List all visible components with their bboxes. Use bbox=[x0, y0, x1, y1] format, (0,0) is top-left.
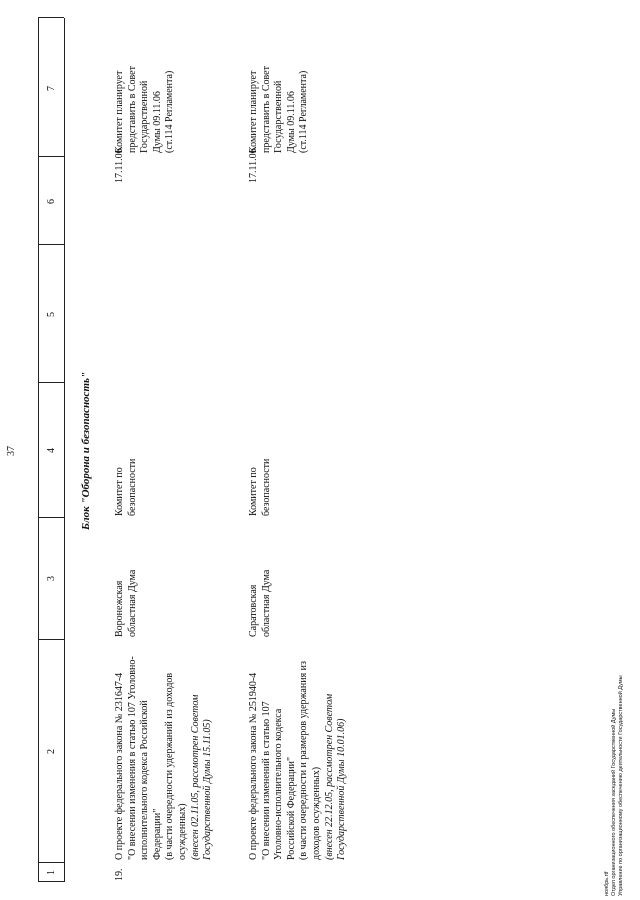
row-number: 19. bbox=[114, 868, 125, 881]
row-date: 17.11.06 bbox=[114, 148, 125, 183]
row-title: О проекте федерального закона № 231647-4 "О внесении изменения в статью 107 Уголовно- исполнительного кодекса Российской Федерации" (в части очередности удержаний из доходов осужденных) (внесен 02.11.05, рассмотрен Советом Государственной Думы 15.11.05) bbox=[114, 656, 214, 860]
footer-filename: ноябрь.rtf bbox=[604, 871, 610, 896]
column-number-6: 6 bbox=[46, 199, 57, 204]
block-title: Блок "Оборона и безопасность" bbox=[80, 371, 92, 530]
row-committee: Комитет по безопасности bbox=[114, 458, 138, 516]
row-title: О проекте федерального закона № 251940-4 "О внесении изменений в статью 107 Уголовно-исполнительного кодекса Российской Федерации" (в части очередности и размеров удержания из доходов осужденных) (внесен 22.12.05, рассмотрен Советом Государственной Думы 10.01.06) bbox=[248, 661, 348, 860]
table-header-divider bbox=[38, 156, 64, 157]
table-header-divider bbox=[38, 881, 64, 882]
row-author: Саратовская областная Дума bbox=[248, 569, 272, 637]
table-header-divider bbox=[38, 244, 64, 245]
column-number-3: 3 bbox=[46, 576, 57, 581]
page-number: 37 bbox=[6, 446, 17, 456]
column-number-2: 2 bbox=[46, 749, 57, 754]
column-number-5: 5 bbox=[46, 312, 57, 317]
table-header-divider bbox=[38, 517, 64, 518]
row-committee: Комитет по безопасности bbox=[248, 458, 272, 516]
table-header-top-border bbox=[38, 18, 39, 882]
footer-directorate: Управление по организационному обеспечению деятельности Государственной Думы bbox=[618, 675, 624, 896]
column-number-7: 7 bbox=[46, 86, 57, 91]
table-header-divider bbox=[38, 17, 64, 18]
page-footer bbox=[604, 675, 625, 896]
row-status: Комитет планирует представить в Совет Государственной Думы 09.11.06 (ст.114 Регламента) bbox=[114, 66, 176, 153]
table-header-bottom-border bbox=[64, 18, 65, 882]
table-header-divider bbox=[38, 382, 64, 383]
row-date: 17.11.06 bbox=[248, 148, 259, 183]
column-number-1: 1 bbox=[46, 870, 57, 875]
table-header-divider bbox=[38, 862, 64, 863]
table-header-divider bbox=[38, 639, 64, 640]
row-author: Воронежская областная Дума bbox=[114, 569, 138, 637]
column-number-4: 4 bbox=[46, 448, 57, 453]
row-status: Комитет планирует представить в Совет Государственной Думы 09.11.06 (ст.114 Регламента) bbox=[248, 66, 310, 153]
footer-department: Отдел организационного обеспечения заседаний Государственной Думы bbox=[611, 708, 617, 896]
